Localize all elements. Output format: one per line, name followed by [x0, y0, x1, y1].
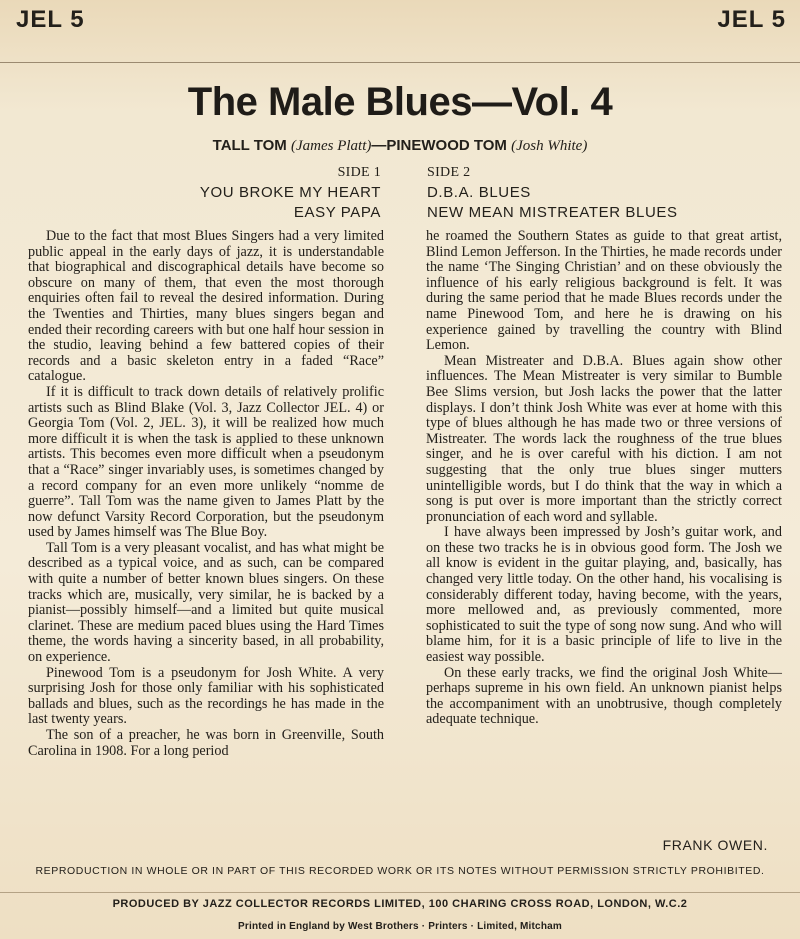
- album-title: The Male Blues—Vol. 4: [187, 80, 613, 124]
- side-2-track: D.B.A. BLUES: [427, 184, 531, 201]
- liner-notes-paragraph: Mean Mistreater and D.B.A. Blues again show other influences. The Mean Mistreater is very similar to Bumble Bee Slims version, but Josh lacks the power that the latter displays. I don’t think Josh White was ever at home with this type of blues although he has made two or three versions of Mistreater. The words lack the roughness of the true blues singer, and he is over careful with his diction. I am not suggesting that the only true blues singer mutters unintelligible words, but I do think that the way in which a song is put over is more important than the strictly correct pronunciation of each word and syllable.: [426, 352, 782, 525]
- author-signature: FRANK OWEN.: [662, 837, 768, 853]
- artist-credits: [0, 137, 800, 155]
- producer-credit: PRODUCED BY JAZZ COLLECTOR RECORDS LIMITED, 100 CHARING CROSS ROAD, LONDON, W.C.2: [112, 898, 688, 910]
- catalog-number-right: JEL 5: [717, 6, 786, 33]
- liner-notes-paragraph: Due to the fact that most Blues Singers had a very limited public appeal in the early days of jazz, it is understandable that biographical and discographical details have become so obscure on many of them, that even the most thorough enquiries often fail to reveal the desired information. During the Twenties and Thirties, many blues singers began and ended their recording careers with but one half hour session in the studio, leaving behind a few battered copies of their records and a basic skeleton entry in a faded “Race” catalogue.: [28, 228, 384, 385]
- side-1-track: YOU BROKE MY HEART: [199, 184, 381, 201]
- side-2-tracklist: [427, 163, 678, 223]
- liner-notes-paragraph: On these early tracks, we find the original Josh White—perhaps supreme in his own field. An unknown pianist helps the accompaniment with an unobtrusive, though completely adequate technique.: [426, 664, 782, 728]
- side-1-tracklist: [200, 163, 381, 223]
- artist-2-real-name: (Josh White): [511, 138, 588, 154]
- side-2-heading: SIDE 2: [427, 165, 471, 180]
- side-1-heading: SIDE 1: [337, 165, 381, 180]
- side-1-track: EASY PAPA: [293, 204, 381, 221]
- artist-separator: —: [371, 137, 387, 154]
- printer-credit: Printed in England by West Brothers · Printers · Limited, Mitcham: [238, 921, 562, 932]
- liner-notes-paragraph: If it is difficult to track down details of relatively prolific artists such as Blind Blake (Vol. 3, Jazz Collector JEL. 4) or Georgia Tom (Vol. 2, JEL. 3), it will be realized how much more difficult it is when the task is applied to these unknown artists. This becomes even more difficult when a pseudonym that a “Race” singer invariably uses, is sometimes changed by a record company for an even more unlikely “nomme de guerre”. Tall Tom was the name given to James Platt by the now defunct Varsity Record Corporation, but the pseudonym used by James himself was The Blue Boy.: [28, 383, 384, 541]
- liner-notes-paragraph: I have always been impressed by Josh’s guitar work, and on these two tracks he is in obvious good form. The Josh we all know is evident in the guitar playing, and, basically, has changed very little today. On the other hand, his vocalising is considerably different today, having become, with the years, more mellowed and, as previously commented, more sophisticated to suit the type of song now sung. And who will blame him, for it is a basic principle of life to live in the easiest way possible.: [426, 524, 782, 666]
- artist-2-name: PINEWOOD TOM: [386, 137, 507, 154]
- artist-1-real-name: (James Platt): [290, 138, 372, 154]
- catalog-number-left: JEL 5: [16, 6, 85, 33]
- liner-notes-paragraph: he roamed the Southern States as guide to that great artist, Blind Lemon Jefferson. In the Thirties, he made records under the name ‘The Singing Christian’ and on these obviously the influence of his early religious background is felt. It was during the same period that he made Blues records under the name Pinewood Tom, and here he is drawing on his experience gained by travelling the country with Blind Lemon.: [426, 228, 782, 354]
- liner-notes-paragraph: Pinewood Tom is a pseudonym for Josh White. A very surprising Josh for those only familiar with his sophisticated ballads and blues, such as the recordings he has made in the last twenty years.: [28, 664, 384, 728]
- side-2-track: NEW MEAN MISTREATER BLUES: [427, 204, 678, 221]
- top-divider: [0, 62, 800, 63]
- liner-notes-paragraph: The son of a preacher, he was born in Greenville, South Carolina in 1908. For a long period: [28, 727, 384, 759]
- reproduction-notice: REPRODUCTION IN WHOLE OR IN PART OF THIS RECORDED WORK OR ITS NOTES WITHOUT PERMISSION STRICTLY PROHIBITED.: [35, 865, 765, 877]
- artist-1-name: TALL TOM: [212, 137, 287, 154]
- footer-divider: [0, 892, 800, 893]
- liner-notes-paragraph: Tall Tom is a very pleasant vocalist, and has what might be described as a typical voice, and as such, can be compared with quite a number of better known blues singers. On these tracks which are, musically, very similar, he is backed by a pianist—possibly himself—and a limited but quite musical clarinet. These are medium paced blues using the Hard Times theme, the words having a sincerity based, in all probability, on experience.: [28, 539, 384, 666]
- liner-notes-right-column: [426, 229, 782, 728]
- liner-notes-left-column: [28, 229, 384, 759]
